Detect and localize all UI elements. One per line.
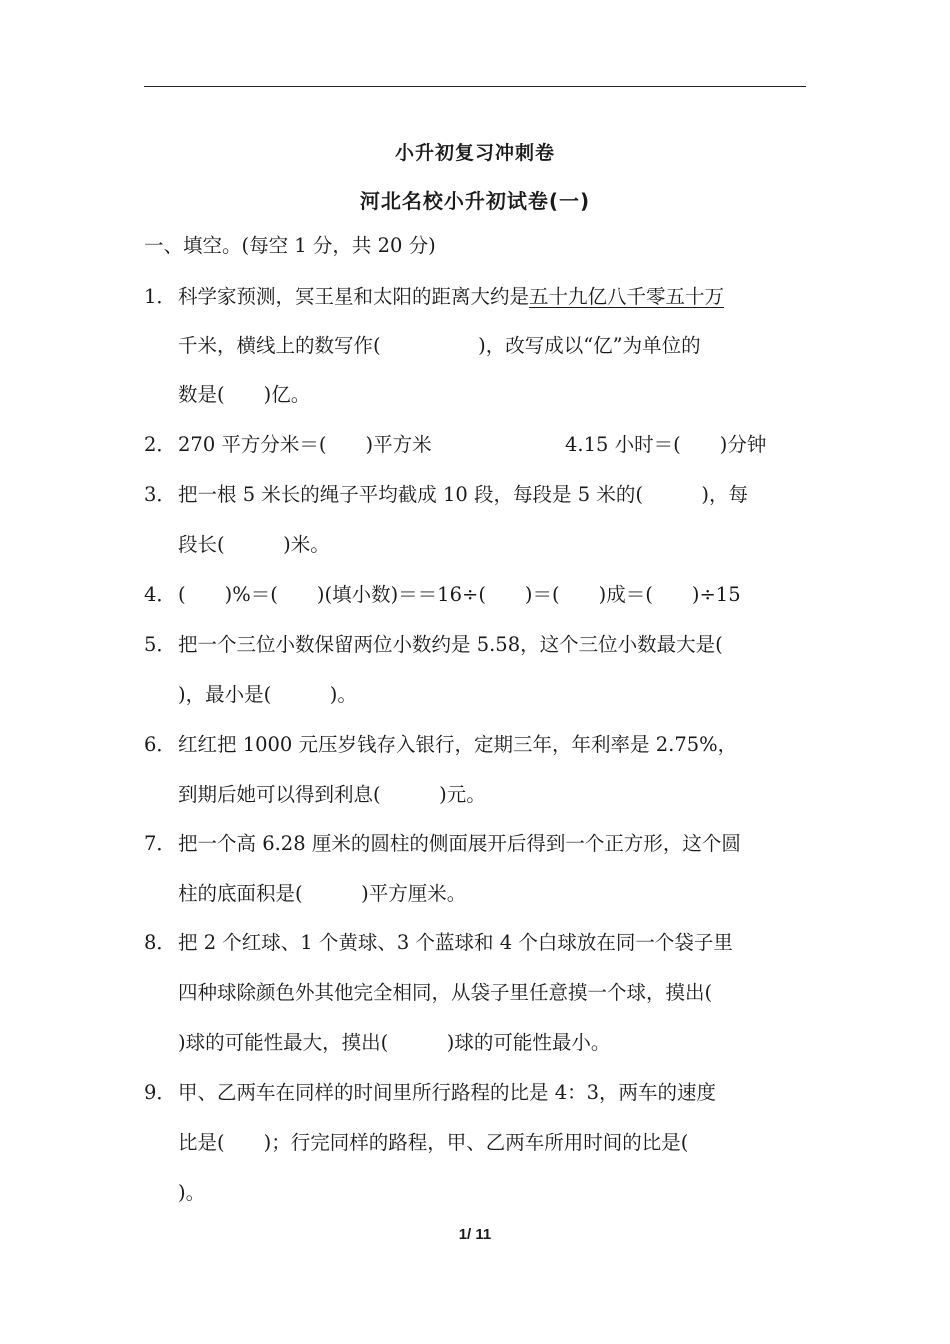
question-line: 把一个高 6.28 厘米的圆柱的侧面展开后得到一个正方形，这个圆 <box>178 832 741 855</box>
question-line: 到期后她可以得到利息( )元。 <box>178 783 486 806</box>
question-line: 270 平方分米＝( )平方米 <box>178 433 432 456</box>
question-line: 数是( )亿。 <box>178 383 311 406</box>
question-line: 四种球除颜色外其他完全相同，从袋子里任意摸一个球，摸出( <box>178 981 713 1004</box>
underlined-number-text: 五十九亿八千零五十万 <box>529 285 725 308</box>
question-line: 把一根 5 米长的绳子平均截成 10 段，每段是 5 米的( )，每 <box>178 483 749 506</box>
question-number: 8． <box>144 931 176 954</box>
question-number: 9． <box>144 1081 176 1104</box>
question-line: 把 2 个红球、1 个黄球、3 个蓝球和 4 个白球放在同一个袋子里 <box>178 931 733 954</box>
page-number: 1/ 11 <box>458 1226 492 1243</box>
question-line: 段长( )米。 <box>178 533 330 556</box>
question-line: )，最小是( )。 <box>178 683 357 706</box>
question-number: 4． <box>144 583 176 606</box>
question-number: 3． <box>144 483 176 506</box>
question-number: 1． <box>144 285 176 308</box>
question-text: 科学家预测，冥王星和太阳的距离大约是 <box>178 285 530 308</box>
question-number: 7． <box>144 832 176 855</box>
question-line: 红红把 1000 元压岁钱存入银行，定期三年，年利率是 2.75%， <box>178 733 738 756</box>
question-line: 比是( )；行完同样的路程，甲、乙两车所用时间的比是( <box>178 1131 689 1154</box>
question-line <box>178 284 724 310</box>
question-line: )。 <box>178 1181 206 1204</box>
section-heading: 一、填空。(每空 1 分，共 20 分) <box>144 234 436 257</box>
question-line: 甲、乙两车在同样的时间里所行路程的比是 4：3，两车的速度 <box>178 1081 717 1104</box>
question-line: ( )%＝( )(填小数)＝＝16÷( )＝( )成＝( )÷15 <box>178 583 741 606</box>
question-line: 千米，横线上的数写作( )，改写成以“亿”为单位的 <box>178 334 701 357</box>
paper-title: 小升初复习冲刺卷 <box>394 142 555 164</box>
question-number: 6． <box>144 733 176 756</box>
question-number: 5． <box>144 633 176 656</box>
header-rule <box>144 86 806 87</box>
question-line: 4.15 小时＝( )分钟 <box>565 433 767 456</box>
question-line: 柱的底面积是( )平方厘米。 <box>178 882 467 905</box>
paper-subtitle: 河北名校小升初试卷(一) <box>359 189 591 213</box>
question-line: )球的可能性最大，摸出( )球的可能性最小。 <box>178 1031 611 1054</box>
question-line: 把一个三位小数保留两位小数约是 5.58，这个三位小数最大是( <box>178 633 723 656</box>
question-number: 2． <box>144 433 176 456</box>
